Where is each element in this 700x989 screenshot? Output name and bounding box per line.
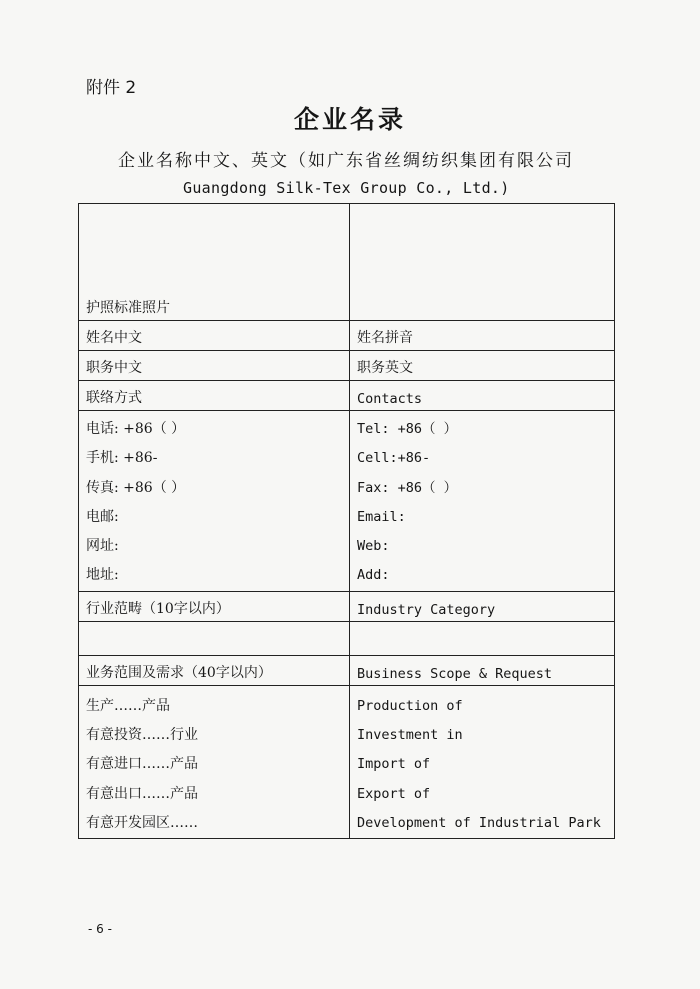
photo-cell-blank bbox=[350, 204, 615, 321]
email-en: Email: bbox=[357, 508, 406, 525]
scope-cn-label: 业务范围及需求（40字以内） bbox=[79, 655, 350, 685]
fax-en: Fax: +86（ ） bbox=[357, 479, 458, 496]
scope-header-row bbox=[79, 655, 615, 685]
industry-blank-row bbox=[79, 621, 615, 655]
photo-label: 护照标准照片 bbox=[86, 300, 170, 316]
scope-item-en: Import of bbox=[357, 756, 431, 773]
contact-details-cn bbox=[79, 411, 350, 592]
scope-item-cn: 生产……产品 bbox=[86, 697, 170, 714]
mobile-en: Cell:+86- bbox=[357, 450, 431, 467]
scope-item-cn: 有意进口……产品 bbox=[86, 756, 198, 773]
phone-cn: 电话: +86（ ） bbox=[86, 421, 186, 437]
company-name-instruction-cn: 企业名称中文、英文（如广东省丝绸纺织集团有限公司 bbox=[118, 151, 574, 171]
enterprise-form-table bbox=[78, 203, 615, 839]
contact-details-en bbox=[350, 411, 615, 592]
phone-en: Tel: +86（ ） bbox=[357, 421, 458, 437]
address-cn: 地址: bbox=[86, 567, 119, 584]
contact-en-label: Contacts bbox=[350, 381, 615, 411]
scope-details-row bbox=[79, 685, 615, 838]
scope-item-en: Export of bbox=[357, 785, 431, 802]
name-cn-label: 姓名中文 bbox=[79, 321, 350, 351]
scope-item-en: Investment in bbox=[357, 727, 463, 744]
industry-row bbox=[79, 591, 615, 621]
scope-en-label: Business Scope & Request bbox=[350, 655, 615, 685]
contact-details-row bbox=[79, 411, 615, 592]
industry-en-label: Industry Category bbox=[350, 591, 615, 621]
scope-item-cn: 有意开发园区…… bbox=[86, 814, 198, 831]
title-cn-label: 职务中文 bbox=[79, 351, 350, 381]
photo-cell bbox=[79, 204, 350, 321]
scope-item-en: Development of Industrial Park bbox=[357, 814, 601, 831]
industry-cn-label: 行业范畴（10字以内） bbox=[79, 591, 350, 621]
scope-item-cn: 有意投资……行业 bbox=[86, 727, 198, 744]
website-en: Web: bbox=[357, 538, 390, 555]
scope-details-cn bbox=[79, 685, 350, 838]
website-cn: 网址: bbox=[86, 538, 119, 555]
photo-row bbox=[79, 204, 615, 321]
mobile-cn: 手机: +86- bbox=[86, 450, 158, 467]
contact-header-row bbox=[79, 381, 615, 411]
email-cn: 电邮: bbox=[86, 508, 119, 525]
title-en-label: 职务英文 bbox=[350, 351, 615, 381]
contact-cn-label: 联络方式 bbox=[79, 381, 350, 411]
fax-cn: 传真: +86（ ） bbox=[86, 479, 186, 496]
address-en: Add: bbox=[357, 567, 390, 584]
scope-item-cn: 有意出口……产品 bbox=[86, 785, 198, 802]
company-name-example-en: Guangdong Silk-Tex Group Co., Ltd.) bbox=[183, 179, 510, 197]
scope-details-en bbox=[350, 685, 615, 838]
industry-blank-en bbox=[350, 621, 615, 655]
industry-blank-cn bbox=[79, 621, 350, 655]
name-row bbox=[79, 321, 615, 351]
attachment-label: 附件 2 bbox=[86, 78, 137, 98]
page-number: - 6 - bbox=[88, 922, 112, 936]
name-pinyin-label: 姓名拼音 bbox=[350, 321, 615, 351]
page-title: 企业名录 bbox=[293, 105, 406, 134]
title-row bbox=[79, 351, 615, 381]
scope-item-en: Production of bbox=[357, 697, 463, 714]
